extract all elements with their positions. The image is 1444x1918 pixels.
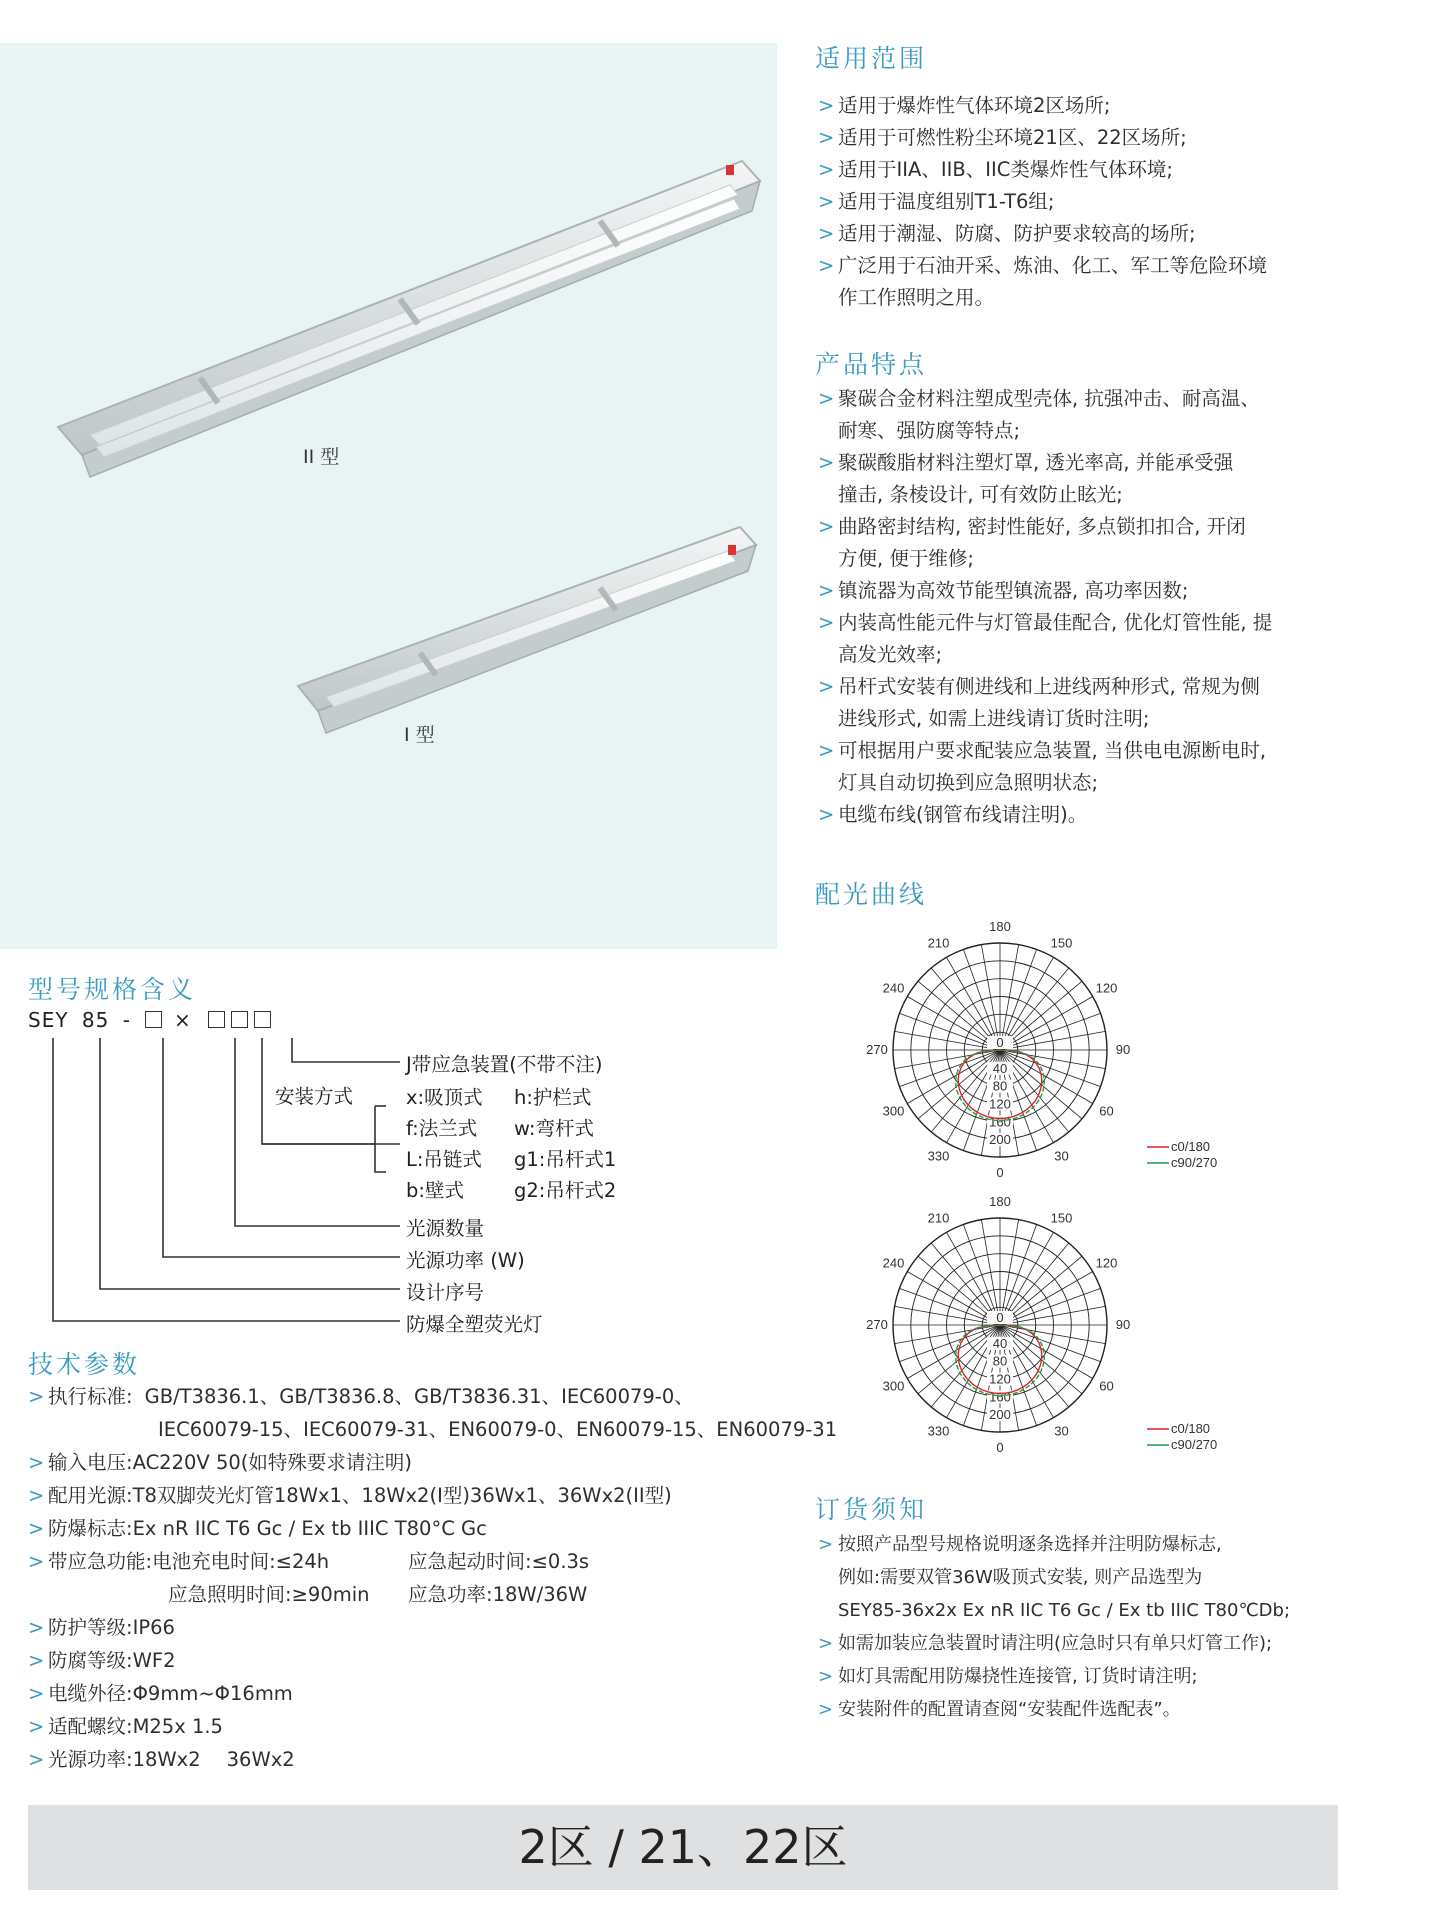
- scope-list: [818, 90, 1267, 314]
- polar-radial-label: 120: [989, 1096, 1011, 1112]
- arrow-icon: >: [28, 1682, 45, 1705]
- list-item: > 电缆布线(钢管布线请注明)。: [818, 799, 1272, 831]
- polar-angle-label: 330: [927, 1148, 950, 1164]
- tech-emergency: > 带应急功能:电池充电时间:≤24h 应急起动时间:≤0.3s: [28, 1545, 837, 1578]
- emergency-option: J带应急装置(不带不注): [406, 1053, 603, 1076]
- list-item-continuation: 方便, 便于维修;: [838, 547, 974, 570]
- arrow-icon: >: [818, 579, 835, 602]
- arrow-icon: >: [818, 611, 835, 634]
- type-1-label: I 型: [404, 724, 435, 746]
- polar-diagram-1: [860, 912, 1280, 1187]
- list-item: > 适用于温度组别T1-T6组;: [818, 186, 1267, 218]
- polar-angle-label: 240: [882, 980, 905, 996]
- light-curve-title: 配光曲线: [815, 880, 928, 909]
- order-item-cont: SEY85-36x2x Ex nR IIC T6 Gc / Ex tb IIIC T80℃Db;: [838, 1600, 1291, 1621]
- arrow-icon: >: [818, 387, 835, 410]
- list-item: > 适用于IIA、IIB、IIC类爆炸性气体环境;: [818, 154, 1267, 186]
- polar-angle-label: 210: [927, 1210, 950, 1226]
- polar-diagram-2: [860, 1195, 1280, 1470]
- list-item: > 内装高性能元件与灯管最佳配合, 优化灯管性能, 提: [818, 607, 1272, 639]
- features-list: [818, 383, 1272, 831]
- list-item-continuation: 灯具自动切换到应急照明状态;: [838, 771, 1099, 794]
- legend-label-c90: c90/270: [1171, 1155, 1218, 1170]
- list-item-continuation: 作工作照明之用。: [838, 286, 995, 309]
- code-85: 85: [81, 1008, 110, 1032]
- polar-angle-label: 90: [1115, 1042, 1131, 1057]
- arrow-icon: >: [28, 1517, 45, 1540]
- list-item: > 适用于爆炸性气体环境2区场所;: [818, 90, 1267, 122]
- polar-radial-label: 80: [992, 1353, 1008, 1369]
- polar-angle-label: 60: [1099, 1103, 1114, 1119]
- order-item: > 安装附件的配置请查阅“安装配件选配表”。: [818, 1693, 1290, 1726]
- arrow-icon: >: [818, 451, 835, 474]
- zone-label: 2区 / 21、22区: [518, 1820, 848, 1874]
- tech-ip: > 防护等级:IP66: [28, 1611, 837, 1644]
- polar-angle-label: 120: [1095, 980, 1118, 996]
- tech-anticorr: > 防腐等级:WF2: [28, 1644, 837, 1677]
- arrow-icon: >: [818, 158, 835, 181]
- arrow-icon: >: [28, 1715, 45, 1738]
- list-item: > 聚碳酸脂材料注塑灯罩, 透光率高, 并能承受强: [818, 447, 1272, 479]
- polar-radial-label: 40: [992, 1335, 1008, 1351]
- install-label: 安装方式: [275, 1085, 354, 1108]
- arrow-icon: >: [28, 1748, 45, 1771]
- tech-cable: > 电缆外径:Φ9mm~Φ16mm: [28, 1677, 837, 1710]
- order-title: 订货须知: [815, 1495, 928, 1524]
- model-leader-lines: [0, 1020, 420, 1330]
- light-power-label: 光源功率 (W): [406, 1249, 525, 1272]
- polar-angle-label: 60: [1099, 1378, 1114, 1394]
- model-title: 型号规格含义: [28, 975, 197, 1004]
- list-item: > 吊杆式安装有侧进线和上进线两种形式, 常规为侧: [818, 671, 1272, 703]
- tech-exmark: > 防爆标志:Ex nR IIC T6 Gc / Ex tb IIIC T80°C Gc: [28, 1512, 837, 1545]
- arrow-icon: >: [818, 190, 835, 213]
- legend-label-c90: c90/270: [1171, 1437, 1218, 1452]
- order-item: > 如灯具需配用防爆挠性连接管, 订货时请注明;: [818, 1660, 1290, 1693]
- arrow-icon: >: [28, 1550, 45, 1573]
- arrow-icon: >: [818, 739, 835, 762]
- polar-angle-label: 210: [927, 935, 950, 951]
- arrow-icon: >: [818, 126, 835, 149]
- list-item: > 可根据用户要求配装应急装置, 当供电电源断电时,: [818, 735, 1272, 767]
- lamp-type-1: [298, 527, 756, 733]
- polar-angle-label: 330: [927, 1423, 950, 1439]
- arrow-icon: >: [28, 1385, 45, 1408]
- polar-angle-label: 30: [1054, 1148, 1069, 1164]
- list-item: > 聚碳合金材料注塑成型壳体, 抗强冲击、耐高温、: [818, 383, 1272, 415]
- polar-angle-label: 300: [882, 1103, 905, 1119]
- arrow-icon: >: [818, 94, 835, 117]
- list-item: > 曲路密封结构, 密封性能好, 多点锁扣扣合, 开闭: [818, 511, 1272, 543]
- polar-radial-label: 200: [989, 1407, 1011, 1423]
- scope-title: 适用范围: [815, 44, 928, 73]
- list-item: > 适用于潮湿、防腐、防护要求较高的场所;: [818, 218, 1267, 250]
- arrow-icon: >: [818, 222, 835, 245]
- polar-angle-label: 150: [1050, 1210, 1073, 1226]
- tech-source: > 配用光源:T8双脚荧光灯管18Wx1、18Wx2(I型)36Wx1、36Wx2(II型): [28, 1479, 837, 1512]
- arrow-icon: >: [28, 1649, 45, 1672]
- legend-label-c0: c0/180: [1171, 1421, 1211, 1436]
- polar-angle-label: 300: [882, 1378, 905, 1394]
- arrow-icon: >: [28, 1616, 45, 1639]
- polar-angle-label: 240: [882, 1255, 905, 1271]
- tech-thread: > 适配螺纹:M25x 1.5: [28, 1710, 837, 1743]
- code-times: ×: [173, 1008, 192, 1032]
- polar-radial-label: 160: [989, 1114, 1011, 1130]
- tech-power: > 光源功率:18Wx2 36Wx2: [28, 1743, 837, 1776]
- code-sey: SEY: [28, 1008, 69, 1032]
- list-item: > 镇流器为高效节能型镇流器, 高功率因数;: [818, 575, 1272, 607]
- polar-radial-label: 80: [992, 1078, 1008, 1094]
- code-dash: -: [122, 1008, 131, 1032]
- install-row: x:吸顶式 h:护栏式: [406, 1086, 592, 1109]
- tech-list: [28, 1380, 837, 1776]
- polar-angle-label: 30: [1054, 1423, 1069, 1439]
- arrow-icon: >: [818, 803, 835, 826]
- polar-angle-label: 270: [866, 1042, 888, 1057]
- arrow-icon: >: [28, 1484, 45, 1507]
- arrow-icon: >: [818, 1534, 834, 1555]
- polar-radial-label: 40: [992, 1060, 1008, 1076]
- install-row: b:壁式 g2:吊杆式2: [406, 1179, 617, 1202]
- design-no-label: 设计序号: [406, 1281, 485, 1304]
- polar-radial-label: 160: [989, 1389, 1011, 1405]
- arrow-icon: >: [818, 515, 835, 538]
- arrow-icon: >: [818, 1699, 834, 1720]
- list-item-continuation: 高发光效率;: [838, 643, 943, 666]
- install-row: f:法兰式 w:弯杆式: [406, 1117, 594, 1140]
- tech-standard: > 执行标准: GB/T3836.1、GB/T3836.8、GB/T3836.31、IEC60079-0、: [28, 1380, 837, 1413]
- list-item: > 广泛用于石油开采、炼油、化工、军工等危险环境: [818, 250, 1267, 282]
- product-label: 防爆全塑荧光灯: [406, 1313, 543, 1336]
- lamp-type-2: [58, 161, 760, 477]
- polar-angle-label: 90: [1115, 1317, 1131, 1332]
- arrow-icon: >: [818, 1633, 834, 1654]
- list-item-continuation: 耐寒、强防腐等特点;: [838, 419, 1021, 442]
- features-title: 产品特点: [815, 350, 928, 379]
- tech-title: 技术参数: [28, 1350, 141, 1379]
- polar-angle-label: 0: [996, 1165, 1004, 1180]
- polar-angle-label: 180: [989, 919, 1011, 934]
- type-2-label: II 型: [303, 446, 340, 468]
- legend-label-c0: c0/180: [1171, 1139, 1211, 1154]
- product-illustration: [0, 43, 777, 949]
- list-item-continuation: 撞击, 条棱设计, 可有效防止眩光;: [838, 483, 1123, 506]
- order-item: > 按照产品型号规格说明逐条选择并注明防爆标志,: [818, 1528, 1290, 1561]
- light-qty-label: 光源数量: [406, 1217, 485, 1240]
- polar-angle-label: 270: [866, 1317, 888, 1332]
- polar-angle-label: 0: [996, 1440, 1004, 1455]
- polar-radial-label: 200: [989, 1132, 1011, 1148]
- product-photo-panel: [0, 43, 777, 949]
- tech-voltage: > 输入电压:AC220V 50(如特殊要求请注明): [28, 1446, 837, 1479]
- tech-standard-cont: IEC60079-15、IEC60079-31、EN60079-0、EN60079-15、EN60079-31: [158, 1418, 838, 1441]
- install-options: [406, 1082, 616, 1206]
- tech-emergency-cont: 应急照明时间:≥90min 应急功率:18W/36W: [168, 1583, 588, 1606]
- polar-angle-label: 120: [1095, 1255, 1118, 1271]
- order-item-cont: 例如:需要双管36W吸顶式安装, 则产品选型为: [838, 1567, 1203, 1588]
- footer-bar: [28, 1805, 1338, 1890]
- polar-radial-label: 120: [989, 1371, 1011, 1387]
- list-item-continuation: 进线形式, 如需上进线请订货时注明;: [838, 707, 1150, 730]
- arrow-icon: >: [818, 675, 835, 698]
- order-item: > 如需加装应急装置时请注明(应急时只有单只灯管工作);: [818, 1627, 1290, 1660]
- arrow-icon: >: [818, 254, 835, 277]
- arrow-icon: >: [28, 1451, 45, 1474]
- arrow-icon: >: [818, 1666, 834, 1687]
- list-item: > 适用于可燃性粉尘环境21区、22区场所;: [818, 122, 1267, 154]
- polar-radial-label: 0: [996, 1310, 1004, 1325]
- polar-radial-label: 0: [996, 1035, 1004, 1050]
- polar-angle-label: 180: [989, 1195, 1011, 1209]
- install-row: L:吊链式 g1:吊杆式1: [406, 1148, 617, 1171]
- order-list: [818, 1528, 1290, 1726]
- polar-angle-label: 150: [1050, 935, 1073, 951]
